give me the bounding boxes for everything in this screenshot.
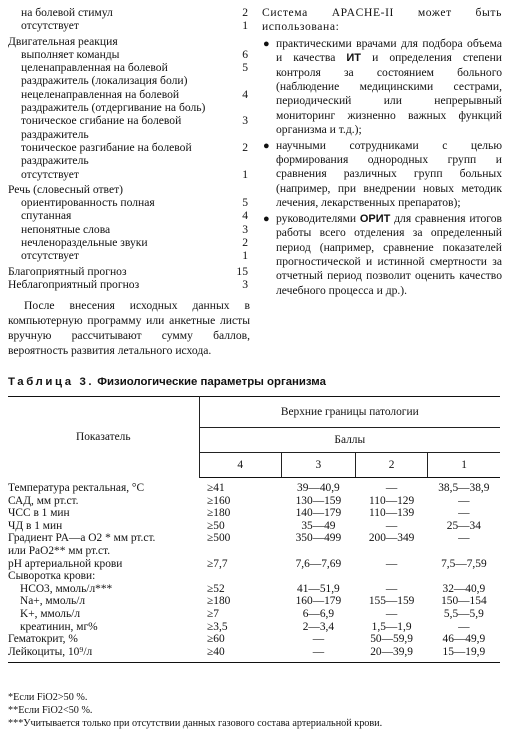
cell-score-4: ≥500 — [207, 532, 231, 545]
score-item — [8, 236, 248, 249]
cell-score-1 — [428, 570, 500, 583]
header-group: Верхние границы патологии — [199, 397, 500, 428]
cell-score-3 — [281, 570, 355, 583]
score-item-points: 1 — [242, 249, 248, 263]
score-item-label: отсутствует — [21, 167, 79, 181]
cell-score-1 — [428, 545, 500, 558]
score-item-points: 3 — [242, 114, 248, 128]
cell-score-3: 41—51,9 — [297, 582, 340, 595]
cell-score-1: 15—19,9 — [428, 646, 500, 663]
row-label: ЧД в 1 мин — [8, 519, 63, 532]
score-item-label: Благоприятный прогноз — [8, 264, 127, 278]
cell-score-4: ≥7,7 — [207, 557, 228, 570]
row-label: Гематокрит, % — [8, 633, 78, 646]
score-item-label: отсутствует — [21, 249, 79, 263]
score-item-label: тоническое сгибание на болевой раздражитель — [21, 114, 182, 141]
score-item-points: 4 — [242, 87, 248, 101]
row-label: Сыворотка крови: — [8, 570, 96, 583]
score-item-label: нецеленаправленная на болевой раздражитель (отдергивание на боль) — [21, 87, 206, 115]
table-row — [8, 621, 500, 634]
score-item — [8, 265, 248, 278]
score-item-label: ориентированность полная — [21, 196, 155, 210]
row-label: Na+, ммоль/л — [20, 595, 86, 608]
table-row — [8, 558, 500, 571]
cell-score-1: 32—40,9 — [442, 582, 486, 595]
score-item-points: 2 — [242, 236, 248, 250]
cell-score-2: — — [385, 519, 398, 532]
cell-score-3: 39—40,9 — [297, 482, 340, 494]
cell-score-2: 155—159 — [368, 595, 415, 608]
cell-score-2: — — [385, 582, 398, 595]
bullet-text: научными сотрудниками с целью формирования однородных групп и сравнения различных групп больных (например, при внедрении новых методик лечения, лекарственных препаратов); — [276, 138, 502, 210]
score-item-label: отсутствует — [21, 19, 79, 33]
usage-bullets — [262, 37, 502, 298]
cell-score-2 — [355, 570, 427, 583]
score-item — [8, 88, 248, 115]
row-label: САД, мм рт.ст. — [8, 494, 79, 507]
bullet-emphasis: ИТ — [346, 52, 362, 65]
cell-score-2: 20—39,9 — [355, 646, 427, 663]
bullet-text: и определения степени контроля за состоянием больного (наблюдение медицинскими сестрами, периодический или непрерывный мониторинг жизненно важных функций организма и т.д.); — [276, 51, 502, 137]
score-item-points: 6 — [242, 47, 248, 61]
cell-score-1: — — [458, 532, 470, 545]
header-sub: Баллы — [199, 428, 500, 453]
score-item-points: 4 — [242, 209, 248, 223]
table-caption-text: Физиологические параметры организма — [94, 376, 326, 388]
score-item — [8, 196, 248, 209]
score-col-3: 3 — [281, 453, 355, 478]
score-item-label: целенаправленная на болевой раздражитель (локализация боли) — [21, 61, 188, 88]
score-item-label: спутанная — [21, 209, 72, 223]
score-list — [8, 6, 248, 291]
cell-score-3: 350—499 — [295, 532, 342, 545]
cell-score-4 — [199, 570, 281, 583]
table-body — [8, 478, 500, 663]
score-col-4: 4 — [199, 453, 281, 478]
cell-score-4: ≥7 — [207, 607, 219, 620]
row-label: HCO3, ммоль/л*** — [20, 582, 113, 595]
row-label: ЧСС в 1 мин — [8, 507, 70, 520]
right-column — [262, 6, 502, 299]
cell-score-1: — — [458, 494, 470, 507]
score-item-points: 5 — [242, 61, 248, 75]
cell-score-2: — — [385, 482, 398, 494]
cell-score-1: 7,5—7,59 — [441, 557, 487, 570]
table-row — [8, 545, 500, 558]
footnote: **Если FiO2<50 %. — [8, 705, 93, 716]
cell-score-4: ≥180 — [207, 595, 231, 608]
score-item — [8, 223, 248, 236]
score-item-points: 15 — [236, 264, 248, 278]
cell-score-4: ≥50 — [207, 519, 225, 532]
score-item — [8, 278, 248, 291]
cell-score-2: — — [385, 607, 398, 620]
row-label: креатинин, мг% — [20, 620, 98, 633]
cell-score-3: 140—179 — [295, 507, 342, 520]
score-item — [8, 249, 248, 262]
cell-score-2: 200—349 — [368, 532, 415, 545]
table-row — [8, 595, 500, 608]
bullet-dot-icon: ● — [263, 139, 270, 152]
cell-score-3: 7,6—7,69 — [295, 557, 342, 570]
table-row — [8, 478, 500, 495]
usage-bullet — [262, 37, 502, 138]
score-item-label: непонятные слова — [21, 222, 111, 236]
cell-score-3: 130—159 — [295, 494, 342, 507]
bullet-dot-icon: ● — [263, 37, 270, 50]
table-row — [8, 608, 500, 621]
cell-score-1: 150—154 — [441, 595, 487, 608]
row-label: Градиент PA—a O2 * мм рт.ст. — [8, 532, 156, 545]
score-col-1: 1 — [428, 453, 500, 478]
footnotes — [8, 691, 502, 730]
score-item-label: Неблагоприятный прогноз — [8, 277, 140, 291]
score-item-label: Двигательная реакция — [8, 34, 118, 48]
cell-score-4: ≥52 — [207, 582, 225, 595]
score-item — [8, 183, 248, 196]
table-row — [8, 495, 500, 508]
cell-score-3: 6—6,9 — [302, 607, 335, 620]
table-row — [8, 520, 500, 533]
score-item — [8, 35, 248, 48]
cell-score-1: — — [458, 507, 470, 520]
score-item-points: 3 — [242, 277, 248, 291]
score-item — [8, 114, 248, 141]
apache-intro: Система APACHE-II может быть использована: — [262, 6, 502, 34]
cell-score-2: 110—129 — [369, 494, 415, 507]
bullet-emphasis: ОРИТ — [359, 212, 391, 225]
table-row — [8, 570, 500, 583]
score-item-label: на болевой стимул — [21, 6, 113, 19]
table-caption — [8, 376, 326, 388]
cell-score-4: ≥160 — [207, 494, 231, 507]
table-row — [8, 507, 500, 520]
bullet-text: для сравнения итогов работы всего отделения за определенный период (например, сравнение показателей прогностической и истинной смертности за отчетный период позволит оценить качество лечебного процесса и др.). — [276, 211, 502, 297]
usage-bullet — [262, 212, 502, 298]
table-caption-lead: Таблица 3. — [8, 376, 95, 388]
cell-score-2: 50—59,9 — [370, 633, 413, 646]
cell-score-3: — — [281, 646, 355, 663]
cell-score-1: 38,5—38,9 — [438, 482, 490, 494]
table-row — [8, 583, 500, 596]
score-item — [8, 141, 248, 168]
score-item — [8, 209, 248, 222]
header-label: Показатель — [8, 397, 199, 478]
left-paragraph: После внесения исходных данных в компьютерную программу или анкетные листы вручную рассчитывают сумму баллов, вероятность развития летального исхода. — [8, 299, 250, 357]
row-label: или PaO2** мм рт.ст. — [8, 544, 111, 557]
cell-score-4: ≥60 — [207, 633, 225, 646]
score-item-points: 3 — [242, 222, 248, 236]
cell-score-2: 110—139 — [369, 507, 415, 520]
score-item-label: тоническое разгибание на болевой раздражитель — [21, 140, 192, 168]
score-item-label: нечленораздельные звуки — [21, 236, 148, 250]
bullet-text: практическими врачами для подбора объема и качества — [276, 36, 502, 65]
cell-score-4: ≥180 — [207, 507, 231, 520]
score-item-points: 2 — [242, 140, 248, 154]
cell-score-3: 2—3,4 — [302, 620, 335, 633]
cell-score-3: 160—179 — [295, 595, 342, 608]
cell-score-1: 46—49,9 — [442, 633, 486, 646]
bullet-dot-icon: ● — [263, 212, 270, 225]
row-label: pH артериальной крови — [8, 557, 123, 570]
score-item-points: 1 — [242, 19, 248, 33]
score-item — [8, 19, 248, 32]
score-item-label: выполняет команды — [21, 47, 120, 61]
cell-score-2 — [355, 545, 427, 558]
cell-score-4: ≥40 — [199, 646, 281, 663]
cell-score-4: ≥41 — [207, 482, 225, 494]
score-col-2: 2 — [355, 453, 427, 478]
score-item-label: Речь (словесный ответ) — [8, 182, 124, 196]
cell-score-2: — — [385, 557, 398, 570]
score-item — [8, 6, 248, 19]
cell-score-3: — — [312, 633, 325, 646]
row-label: Температура ректальная, °С — [8, 481, 145, 494]
footnote: *Если FiO2>50 %. — [8, 692, 88, 703]
footnote: ***Учитывается только при отсутствии данных газового состава артериальной крови. — [8, 718, 383, 729]
score-item-points: 1 — [242, 167, 248, 181]
table-row — [8, 633, 500, 646]
cell-score-2: 1,5—1,9 — [371, 620, 412, 633]
score-item-points: 2 — [242, 6, 248, 19]
score-item — [8, 61, 248, 88]
cell-score-1: — — [458, 620, 470, 633]
score-item — [8, 48, 248, 61]
row-label: K+, ммоль/л — [20, 607, 81, 620]
physiology-table — [8, 396, 500, 663]
bullet-text: руководителями — [276, 211, 360, 225]
cell-score-1: 25—34 — [446, 519, 481, 532]
cell-score-3 — [281, 545, 355, 558]
score-item — [8, 168, 248, 181]
cell-score-4: ≥3,5 — [207, 620, 228, 633]
cell-score-1: 5,5—5,9 — [443, 607, 484, 620]
score-item-points: 5 — [242, 196, 248, 210]
usage-bullet — [262, 139, 502, 211]
row-label: Лейкоциты, 10⁹/л — [8, 646, 199, 663]
cell-score-3: 35—49 — [301, 519, 336, 532]
cell-score-4 — [199, 545, 281, 558]
table-row — [8, 646, 500, 663]
table-row — [8, 532, 500, 545]
